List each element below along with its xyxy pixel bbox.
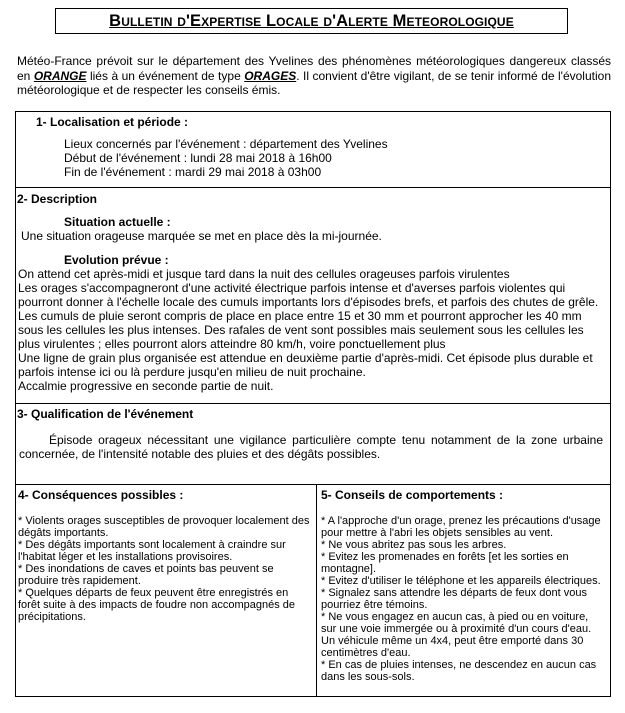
- consequence-item: * Quelques départs de feux peuvent être enregistrés en forêt suite à des impacts de foudre non accompagnés de précipitations.: [18, 587, 296, 623]
- situation-text: Une situation orageuse marquée se met en place dès la mi-journée.: [21, 229, 382, 243]
- conseil-item: * Evitez les promenades en forêts [et les sorties en montagne].: [321, 551, 569, 575]
- column-divider: [316, 485, 317, 696]
- conseil-item: * Ne vous engagez en aucun cas, à pied ou en voiture, sur une voie immergée ou à proximité d'un cours d'eau. Un véhicule même un 4x4, peut être emporté dans 30 centimètres d'eau.: [321, 611, 592, 659]
- evolution-line: plus virulentes ; elles pourront alors atteindre 80 km/h, voire ponctuellement plus: [18, 337, 446, 351]
- section-3-heading: 3- Qualification de l'événement: [17, 407, 194, 421]
- evolution-line: parfois intense ici ou là perdure jusqu'en milieu de nuit prochaine.: [18, 365, 366, 379]
- intro-text-1: Météo-France prévoit sur le département des Yvelines des phénomènes météorologiques dangereux classés en: [17, 54, 611, 83]
- conseil-item: * Signalez sans attendre les départs de feux dont vous pourriez être témoins.: [321, 587, 588, 611]
- section-2-heading: 2- Description: [17, 192, 98, 206]
- conseil-item: * En cas de pluies intenses, ne descendez en aucun cas dans les sous-sols.: [321, 659, 597, 683]
- section-description: [15, 187, 611, 404]
- intro-text-3: . Il convient d'être vigilant, de se tenir informé de l'évolution météorologique et de respecter les conseils émis.: [17, 68, 611, 97]
- lieux-concernes: Lieux concernés par l'événement : département des Yvelines: [64, 137, 388, 151]
- consequences-list: [18, 515, 310, 623]
- section-4-heading: 4- Conséquences possibles :: [18, 488, 184, 502]
- evolution-line: Les orages s'accompagneront d'une activité électrique parfois intense et d'averses parfois violentes qui: [18, 281, 566, 295]
- consequence-item: * Violents orages susceptibles de provoquer localement des dégâts importants.: [18, 515, 310, 539]
- evolution-line: On attend cet après-midi et jusque tard dans la nuit des cellules orageuses parfois virulentes: [18, 267, 510, 281]
- bulletin-title: Bulletin d'Expertise Locale d'Alerte Meteorologique: [109, 12, 514, 30]
- section-5-heading: 5- Conseils de comportements :: [321, 488, 504, 502]
- evolution-line: sous les cellules les plus intenses. Des rafales de vent sont possibles mais seulement sous les cellules les: [18, 323, 584, 337]
- section-qualification: [15, 403, 611, 485]
- evolution-text: [18, 267, 608, 393]
- bulletin-title-box: [55, 8, 568, 34]
- evolution-heading: Evolution prévue :: [64, 253, 169, 267]
- fin-evenement: Fin de l'événement : mardi 29 mai 2018 à 03h00: [64, 165, 322, 179]
- evolution-line: Les cumuls de pluie seront compris de place en place entre 15 et 30 mm et pourront approcher les 40 mm: [18, 309, 582, 323]
- section-consequences-conseils: [15, 484, 611, 697]
- qualification-text: Épisode orageux nécessitant une vigilance particulière compte tenu notamment de la zone urbaine concernée, de l'intensité notable des pluies et des dégâts possibles.: [19, 433, 603, 461]
- vigilance-level: ORANGE: [33, 68, 87, 83]
- evolution-line: pourront donner à l'échelle locale des cumuls importants lors d'épisodes brefs, et parfois des chutes de grêle.: [18, 295, 599, 309]
- situation-heading: Situation actuelle :: [64, 215, 171, 229]
- evolution-line: Une ligne de grain plus organisée est attendue en deuxième partie d'après-midi. Cet épisode plus durable et: [18, 351, 593, 365]
- section-1-heading: 1- Localisation et période :: [36, 115, 189, 129]
- conseils-list: [321, 515, 606, 683]
- evolution-line: Accalmie progressive en seconde partie de nuit.: [18, 379, 274, 393]
- consequence-item: * Des inondations de caves et points bas peuvent se produire très rapidement.: [18, 563, 274, 587]
- intro-text-2: liés à un événement de type: [86, 68, 245, 83]
- conseil-item: * Ne vous abritez pas sous les arbres.: [321, 539, 507, 551]
- debut-evenement: Début de l'événement : lundi 28 mai 2018 à 16h00: [64, 151, 332, 165]
- conseil-item: * Evitez d'utiliser le téléphone et les appareils électriques.: [321, 575, 601, 587]
- section-localisation: [15, 111, 611, 188]
- conseil-item: * A l'approche d'un orage, prenez les précautions d'usage pour mettre à l'abri les objets sensibles au vent.: [321, 515, 601, 539]
- consequence-item: * Des dégâts importants sont localement à craindre sur l'habitat léger et les installations provisoires.: [18, 539, 286, 563]
- intro-paragraph: [17, 54, 611, 98]
- event-type: ORAGES: [244, 68, 297, 83]
